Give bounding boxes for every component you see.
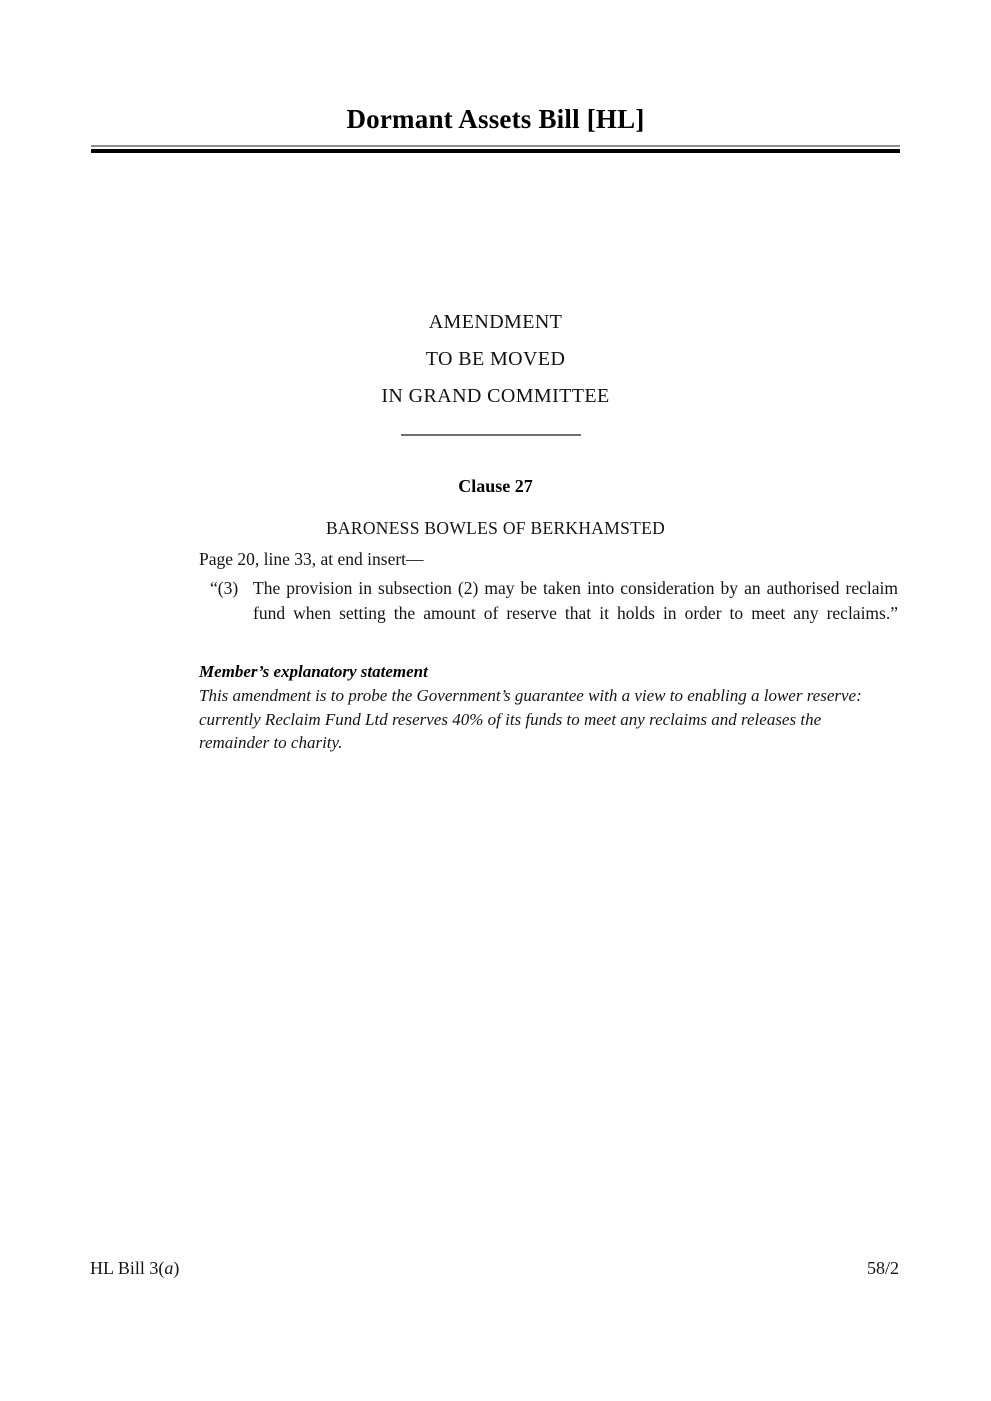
section-separator-rule [401, 434, 581, 436]
footer-bill-prefix: HL Bill 3( [90, 1258, 165, 1278]
amendment-lead-in: Page 20, line 33, at end insert— [199, 549, 424, 569]
footer-page-reference: 58/2 [866, 1258, 899, 1278]
amendment-heading-block [91, 304, 900, 415]
clause-heading: Clause 27 [458, 476, 533, 496]
explanatory-statement-body: This amendment is to probe the Government’s guarantee with a view to enabling a lower reserve: currently Reclaim Fund Ltd reserves 40% of its funds to meet any reclaims and releases the remainder to charity. [199, 686, 862, 752]
page-title: Dormant Assets Bill [HL] [346, 104, 645, 134]
amendment-paragraph-marker: “(3) [210, 578, 239, 598]
heading-line-to-be-moved: TO BE MOVED [425, 348, 566, 370]
heading-line-amendment: AMENDMENT [428, 311, 563, 333]
footer-bill-suffix: ) [173, 1258, 180, 1278]
header-divider [91, 145, 900, 153]
amendment-paragraph [210, 576, 898, 651]
footer-bill-reference [90, 1258, 179, 1279]
member-name: BARONESS BOWLES OF BERKHAMSTED [325, 518, 666, 538]
heading-line-in-grand-committee: IN GRAND COMMITTEE [381, 385, 610, 407]
footer-bill-italic-letter: a [164, 1258, 174, 1278]
explanatory-statement-heading: Member’s explanatory statement [199, 662, 428, 681]
header-divider-thick-rule [91, 149, 900, 153]
amendment-paragraph-text: The provision in subsection (2) may be taken into consideration by an authorised reclaim fund when setting the amount of reserve that it holds in order to meet any reclaims.” [253, 578, 898, 623]
